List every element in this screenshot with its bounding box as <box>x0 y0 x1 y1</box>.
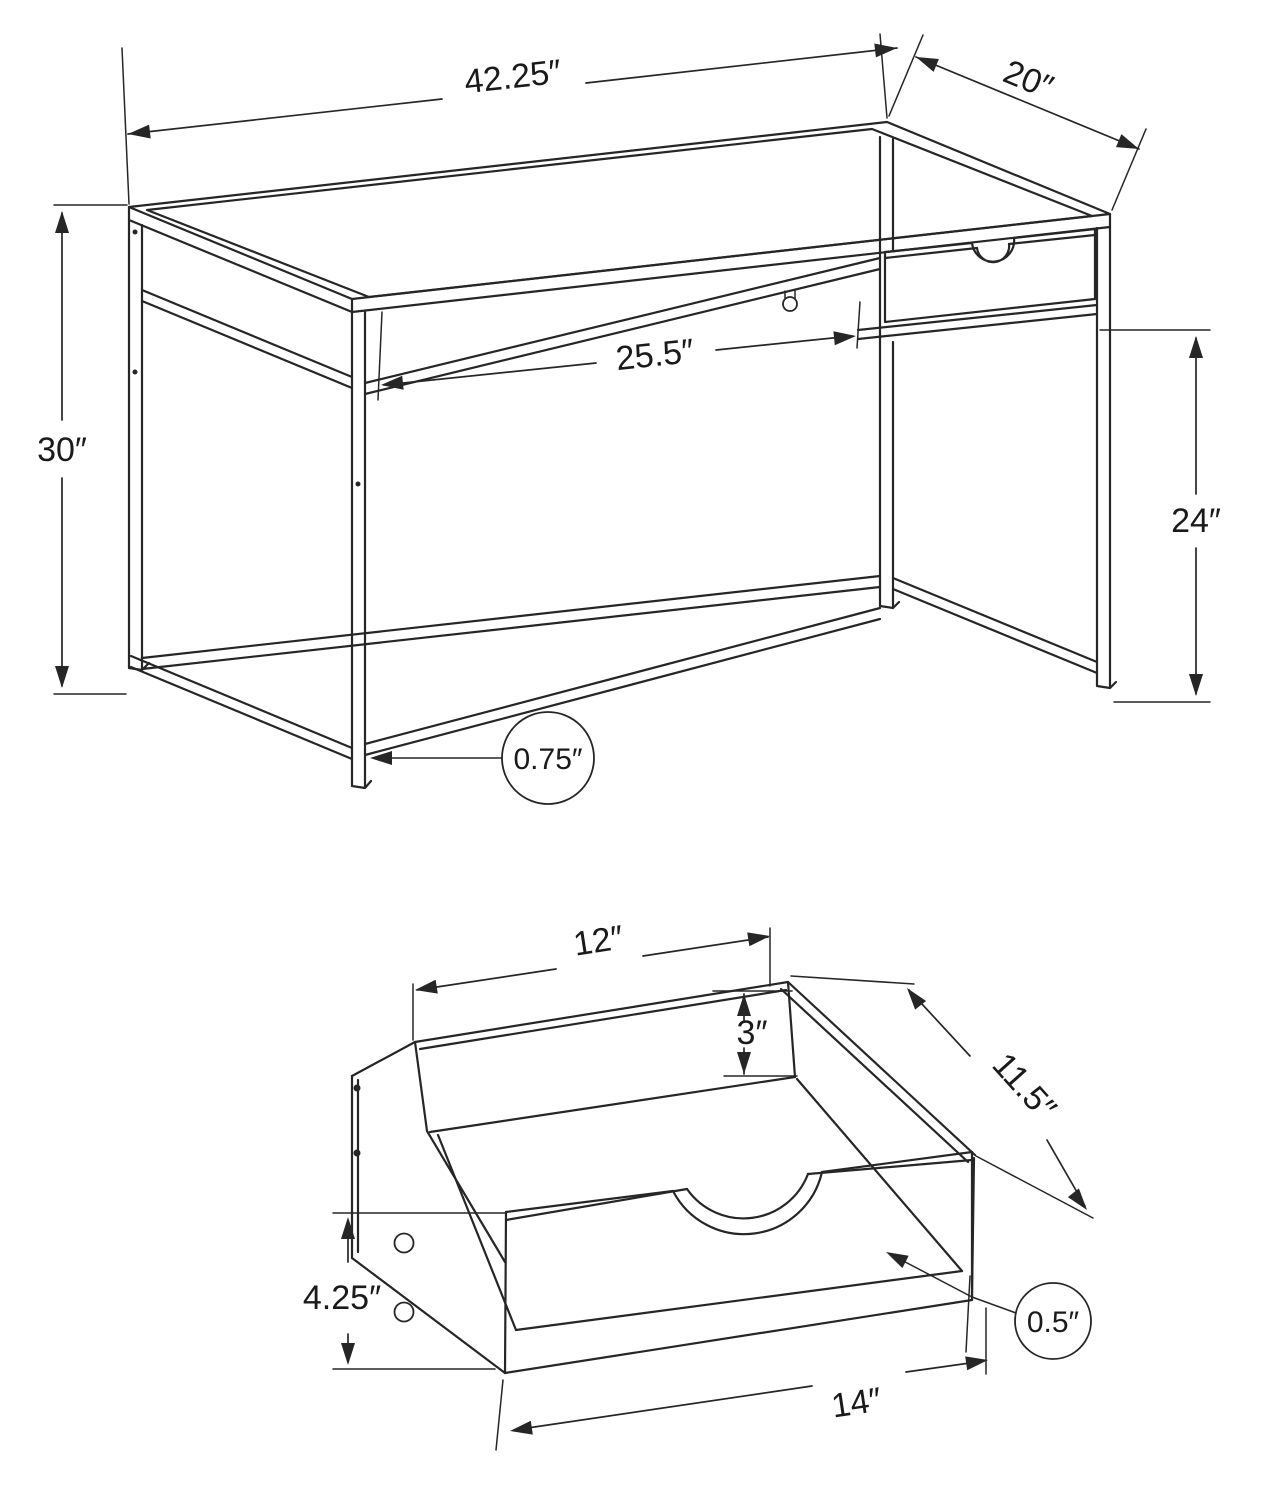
arrowhead-right <box>747 932 770 946</box>
dim-desk-height <box>37 205 127 694</box>
dim-label-desk-height: 30″ <box>37 431 87 469</box>
arrowhead-top <box>1189 336 1203 358</box>
rear-left-leg <box>129 220 149 670</box>
dim-label-drawer-back-height: 3″ <box>736 1014 768 1052</box>
back-panel-left-edge <box>415 1042 427 1131</box>
diagonal-bottom-brace <box>365 608 880 755</box>
left-bottom-rail <box>131 656 352 759</box>
screw-hole <box>395 1234 414 1253</box>
arrowhead-bottom <box>1189 674 1203 696</box>
left-upper-side-rail <box>142 290 352 388</box>
back-panel-inner-top-edge <box>420 990 786 1049</box>
desk-tabletop <box>129 122 1110 312</box>
screw-dot <box>354 1150 361 1157</box>
arrowhead-right <box>833 331 856 345</box>
leg-screw-dot <box>133 230 138 235</box>
desk-figure <box>37 34 1221 804</box>
drawer-back-panel <box>415 982 795 1132</box>
dim-desk-frame-thickness <box>370 712 594 804</box>
leg-screw-dot <box>133 370 138 375</box>
keyhole-ring <box>783 297 797 311</box>
front-left-edge <box>505 1212 506 1373</box>
extension-line <box>496 1308 986 1450</box>
rear-bottom-rail <box>142 576 880 669</box>
desk-rails <box>131 258 1097 759</box>
screw-dot <box>354 1085 361 1092</box>
dim-drawer-front-width <box>496 1308 988 1450</box>
dim-desk-side-clearance <box>1100 330 1221 702</box>
drawer-figure <box>303 919 1093 1450</box>
front-inner-top-edge <box>506 1160 972 1220</box>
arrowhead-right <box>1116 134 1139 149</box>
front-right-leg <box>1097 227 1116 688</box>
arrowhead-left <box>510 1421 533 1435</box>
arrowhead-top <box>55 211 69 233</box>
dim-label-drawer-front-height: 4.25″ <box>302 1279 382 1317</box>
wall-mount-keyhole <box>783 291 797 311</box>
dim-desk-opening-width <box>378 302 860 400</box>
dim-label-drawer-front-width: 14″ <box>828 1380 884 1426</box>
dim-label-panel-thickness: 0.5″ <box>1026 1306 1080 1339</box>
tabletop-left-face <box>129 207 352 312</box>
leg-screw-dot <box>356 482 361 487</box>
dim-label-desk-clearance: 24″ <box>1171 502 1221 540</box>
arrowhead-left <box>415 980 438 994</box>
tabletop-front-face <box>352 214 1110 312</box>
arrowhead-right <box>965 1356 988 1370</box>
bottom-left-edge <box>438 1135 516 1330</box>
dim-label-desk-width: 42.25″ <box>462 52 564 102</box>
drawer-front-inner-edge <box>885 235 1095 258</box>
front-top-edge <box>506 1152 972 1212</box>
dim-label-desk-opening: 25.5″ <box>613 332 696 379</box>
tabletop-outline <box>129 122 1110 299</box>
arrowhead-bottom <box>341 1343 355 1365</box>
dim-label-drawer-depth: 11.5″ <box>984 1045 1064 1128</box>
desk-legs <box>129 137 1116 788</box>
dim-desk-width <box>122 34 897 204</box>
dim-drawer-front-height <box>303 1213 505 1369</box>
arrowhead-right <box>874 44 897 58</box>
dim-label-desk-depth: 20″ <box>997 52 1059 107</box>
arrowhead-left <box>128 125 151 139</box>
arrowhead-bottom <box>737 1052 751 1074</box>
front-handle-cutout <box>673 1172 822 1234</box>
arrowhead <box>886 1252 909 1268</box>
right-side-inner-top-edge <box>781 989 968 1162</box>
dim-drawer-back-height <box>713 991 797 1076</box>
rear-right-leg <box>880 137 899 608</box>
back-panel-bottom-edge <box>430 1077 795 1132</box>
left-side-top-inner-edge <box>427 1131 505 1262</box>
dim-desk-depth <box>889 35 1146 210</box>
screw-hole <box>395 1303 414 1322</box>
front-bottom-edge <box>505 1300 972 1373</box>
dim-drawer-panel-thickness <box>886 1252 1091 1359</box>
right-side-top-edge <box>788 982 975 1155</box>
drawer-left-side-panel <box>352 1042 505 1373</box>
dimension-line <box>514 1361 984 1430</box>
dim-label-drawer-back-width: 12″ <box>570 918 626 964</box>
left-side-top-edge <box>352 1042 415 1076</box>
arrowhead-left <box>916 57 939 72</box>
dim-drawer-depth <box>791 976 1093 1218</box>
arrowhead-bottom <box>55 666 69 688</box>
dim-label-frame-thickness: 0.75″ <box>513 743 583 776</box>
right-bottom-rail <box>893 578 1097 673</box>
bottom-front-edge <box>516 1271 962 1330</box>
